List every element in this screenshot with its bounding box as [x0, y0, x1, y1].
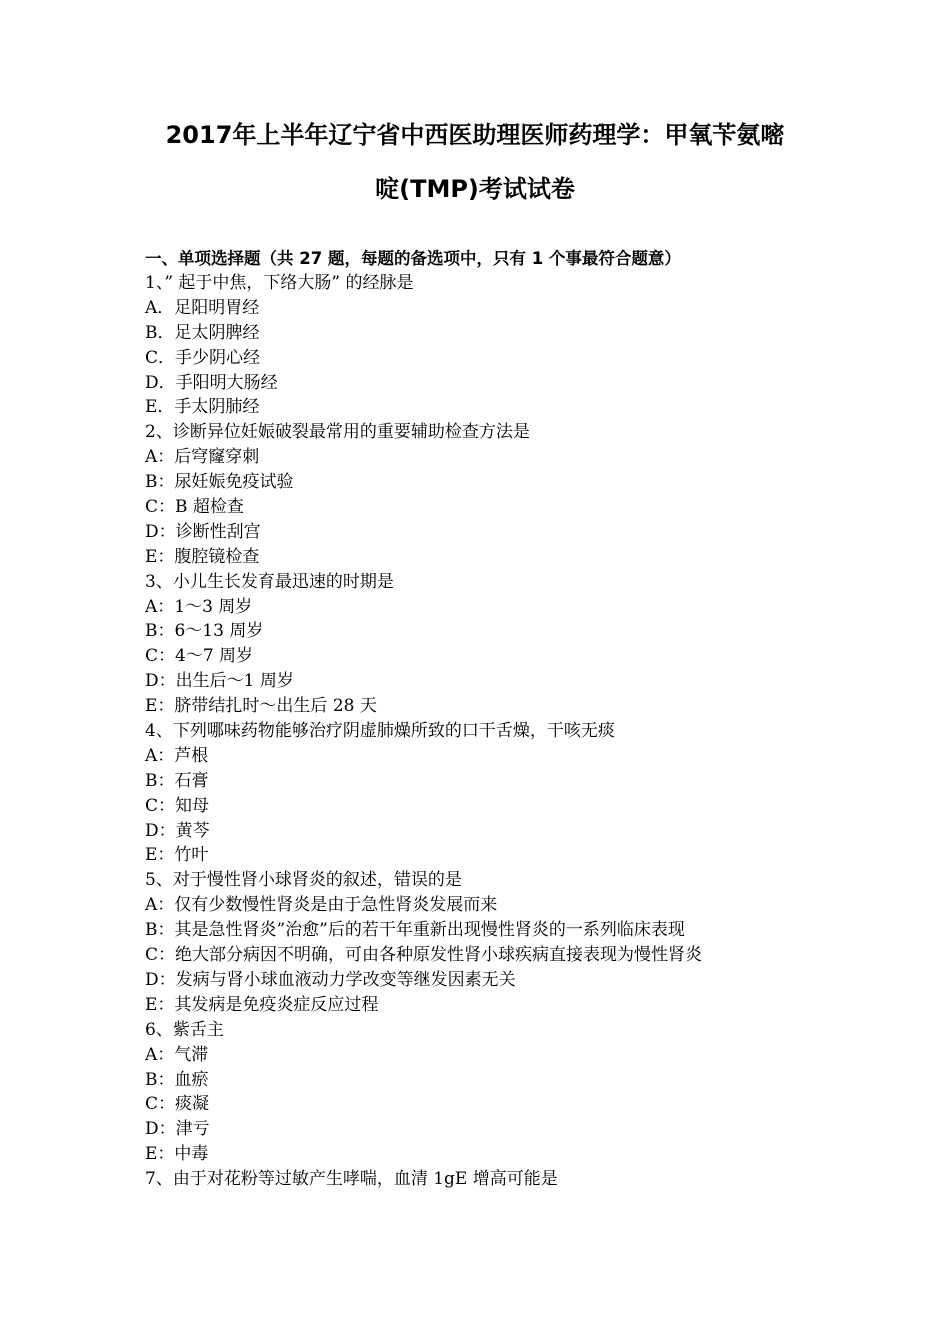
answer-option: E：其发病是免疫炎症反应过程 [145, 994, 379, 1015]
answer-option: E：中毒 [145, 1144, 209, 1165]
question-stem: 5、对于慢性肾小球肾炎的叙述，错误的是 [145, 870, 462, 891]
document-title-line-1: 2017年上半年辽宁省中西医助理医师药理学：甲氧苄氨嘧 [165, 121, 785, 149]
question-stem: 6、紫舌主 [145, 1019, 224, 1040]
answer-option: C：痰凝 [145, 1094, 210, 1115]
question-stem: 3、小儿生长发育最迅速的时期是 [145, 571, 394, 592]
answer-option: A：芦根 [145, 745, 209, 766]
answer-option: B：其是急性肾炎”治愈”后的若干年重新出现慢性肾炎的一系列临床表现 [145, 920, 685, 941]
question-list [145, 271, 825, 1192]
question-stem: 4、下列哪味药物能够治疗阴虚肺燥所致的口干舌燥，干咳无痰 [145, 721, 615, 742]
document-title-line-2: 啶(TMP)考试试卷 [375, 175, 575, 203]
answer-option: D：诊断性刮宫 [145, 521, 261, 542]
answer-option: C．手少阴心经 [145, 347, 261, 368]
question-stem: 1、” 起于中焦，下络大肠” 的经脉是 [145, 273, 414, 293]
answer-option: E．手太阴肺经 [145, 397, 260, 418]
answer-option: B．足太阴脾经 [145, 322, 260, 343]
answer-option: D．手阳明大肠经 [145, 372, 278, 393]
answer-option: D：发病与肾小球血液动力学改变等继发因素无关 [145, 969, 516, 990]
answer-option: A：1～3 周岁 [145, 596, 253, 617]
answer-option: A：仅有少数慢性肾炎是由于急性肾炎发展而来 [145, 895, 498, 916]
answer-option: E：竹叶 [145, 845, 209, 866]
answer-option: E：腹腔镜检查 [145, 546, 260, 567]
answer-option: B：石膏 [145, 770, 209, 791]
answer-option: D：黄芩 [145, 820, 210, 841]
question-stem: 2、诊断异位妊娠破裂最常用的重要辅助检查方法是 [145, 422, 530, 443]
answer-option: B：6～13 周岁 [145, 621, 264, 642]
question-stem: 7、由于对花粉等过敏产生哮喘，血清 1gE 增高可能是 [145, 1169, 558, 1190]
answer-option: D：津亏 [145, 1119, 210, 1140]
answer-option: C：4～7 周岁 [145, 646, 254, 667]
answer-option: B：尿妊娠免疫试验 [145, 472, 294, 493]
section-heading: 一、单项选择题（共 27 题，每题的备选项中，只有 1 个事最符合题意） [145, 249, 681, 268]
answer-option: D：出生后～1 周岁 [145, 671, 294, 692]
answer-option: A．足阳明胃经 [145, 297, 260, 318]
answer-option: C：绝大部分病因不明确，可由各种原发性肾小球疾病直接表现为慢性肾炎 [145, 945, 703, 966]
answer-option: E：脐带结扎时～出生后 28 天 [145, 696, 377, 717]
answer-option: C：知母 [145, 795, 210, 816]
answer-option: B：血瘀 [145, 1069, 209, 1090]
answer-option: A：气滞 [145, 1044, 209, 1065]
answer-option: C：B 超检查 [145, 497, 244, 518]
answer-option: A：后穹窿穿刺 [145, 447, 260, 468]
